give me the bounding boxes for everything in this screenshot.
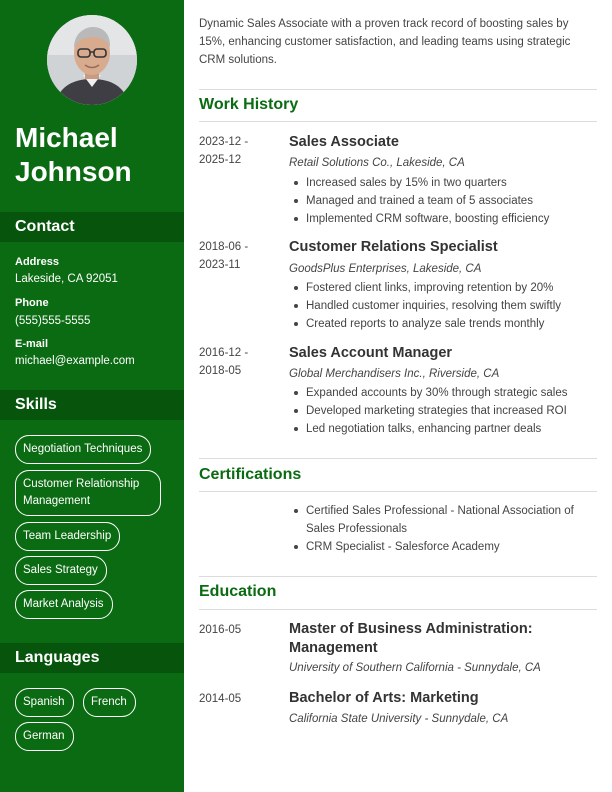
phone-value[interactable]: (555)555-5555 bbox=[15, 315, 91, 327]
divider bbox=[199, 458, 597, 459]
certifications-list bbox=[289, 502, 579, 556]
divider bbox=[199, 121, 597, 122]
languages-heading: Languages bbox=[0, 643, 184, 673]
main-content bbox=[184, 0, 612, 792]
job-bullets bbox=[289, 279, 594, 333]
divider bbox=[199, 89, 597, 90]
degree-title: Master of Business Administration: Management bbox=[289, 621, 533, 656]
language-pill: French bbox=[83, 688, 136, 717]
list-item: Developed marketing strategies that increased ROI bbox=[289, 402, 594, 420]
person-portrait-icon bbox=[47, 15, 137, 105]
job-company: GoodsPlus Enterprises, Lakeside, CA bbox=[289, 263, 482, 275]
school-name: California State University - Sunnydale, CA bbox=[289, 713, 509, 725]
education-date: 2016-05 bbox=[199, 624, 242, 636]
job-company: Retail Solutions Co., Lakeside, CA bbox=[289, 157, 465, 169]
skill-pill: Market Analysis bbox=[15, 590, 113, 619]
skill-pill: Sales Strategy bbox=[15, 556, 107, 585]
education-heading: Education bbox=[199, 583, 277, 600]
phone-label: Phone bbox=[15, 297, 49, 309]
language-pill: Spanish bbox=[15, 688, 74, 717]
sidebar bbox=[0, 0, 184, 792]
list-item: Expanded accounts by 30% through strategic sales bbox=[289, 384, 594, 402]
divider bbox=[199, 576, 597, 577]
address-label: Address bbox=[15, 256, 60, 268]
professional-summary: Dynamic Sales Associate with a proven track record of boosting sales by 15%, enhancing customer satisfaction, and leading teams using strategic CRM solutions. bbox=[199, 18, 571, 66]
list-item: Managed and trained a team of 5 associates bbox=[289, 192, 594, 210]
job-company: Global Merchandisers Inc., Riverside, CA bbox=[289, 368, 500, 380]
list-item: Fostered client links, improving retention by 20% bbox=[289, 279, 594, 297]
skill-pill: Team Leadership bbox=[15, 522, 120, 551]
education-date: 2014-05 bbox=[199, 693, 242, 705]
job-bullets bbox=[289, 174, 594, 228]
list-item: CRM Specialist - Salesforce Academy bbox=[289, 538, 579, 556]
skill-pill: Negotiation Techniques bbox=[15, 435, 151, 464]
job-date: 2016-12 - 2018-05 bbox=[199, 347, 249, 377]
list-item: Created reports to analyze sale trends monthly bbox=[289, 315, 594, 333]
job-date: 2023-12 - 2025-12 bbox=[199, 136, 249, 166]
job-title: Sales Associate bbox=[289, 134, 399, 150]
school-name: University of Southern California - Sunnydale, CA bbox=[289, 662, 541, 674]
divider bbox=[199, 491, 597, 492]
degree-title: Bachelor of Arts: Marketing bbox=[289, 690, 479, 706]
candidate-name bbox=[15, 121, 180, 189]
address-value: Lakeside, CA 92051 bbox=[15, 273, 118, 285]
profile-photo bbox=[47, 15, 137, 105]
skills-heading: Skills bbox=[0, 390, 184, 420]
job-title: Customer Relations Specialist bbox=[289, 239, 498, 255]
last-name: Johnson bbox=[15, 156, 132, 187]
list-item: Led negotiation talks, enhancing partner deals bbox=[289, 420, 594, 438]
skill-pill: Customer Relationship Management bbox=[15, 470, 161, 516]
contact-heading: Contact bbox=[0, 212, 184, 242]
list-item: Certified Sales Professional - National Association of Sales Professionals bbox=[289, 502, 579, 538]
job-bullets bbox=[289, 384, 594, 438]
first-name: Michael bbox=[15, 122, 118, 153]
work-history-heading: Work History bbox=[199, 96, 299, 113]
list-item: Increased sales by 15% in two quarters bbox=[289, 174, 594, 192]
email-value[interactable]: michael@example.com bbox=[15, 355, 135, 367]
list-item: Handled customer inquiries, resolving them swiftly bbox=[289, 297, 594, 315]
divider bbox=[199, 609, 597, 610]
job-date: 2018-06 - 2023-11 bbox=[199, 241, 249, 271]
email-label: E-mail bbox=[15, 338, 49, 350]
job-title: Sales Account Manager bbox=[289, 345, 453, 361]
list-item: Implemented CRM software, boosting efficiency bbox=[289, 210, 594, 228]
certifications-heading: Certifications bbox=[199, 466, 302, 483]
language-pill: German bbox=[15, 722, 74, 751]
